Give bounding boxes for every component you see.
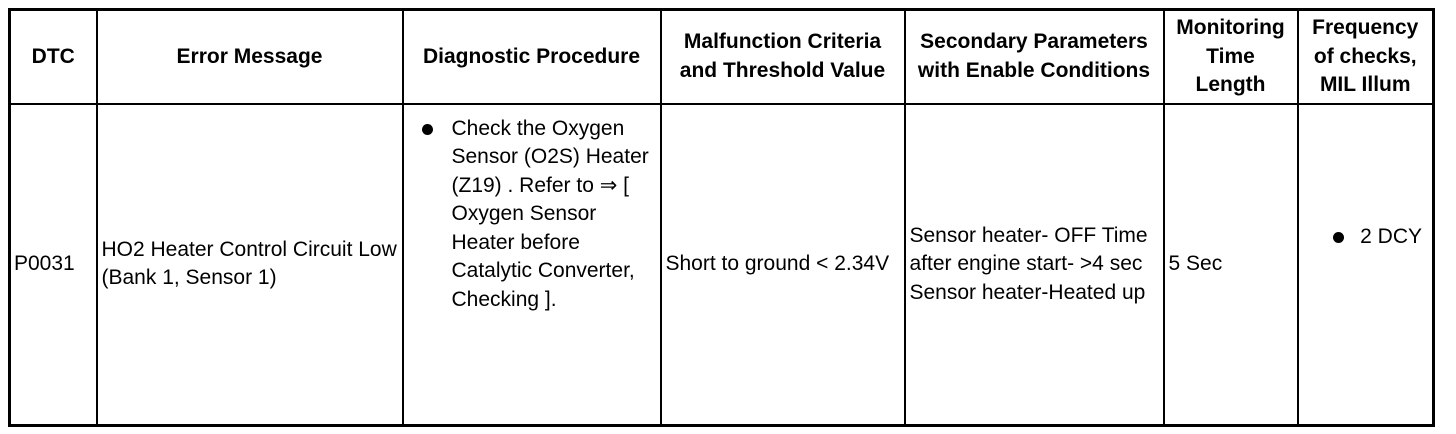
header-dtc: DTC — [10, 10, 97, 104]
header-monitoring-time: Monitoring Time Length — [1164, 10, 1298, 104]
cell-error-message: HO2 Heater Control Circuit Low (Bank 1, Sensor 1) — [97, 104, 403, 426]
cell-monitoring-time: 5 Sec — [1164, 104, 1298, 426]
secondary-parameters-text: Sensor heater- OFF Time after engine start- >4 sec Sensor heater-Heated up — [909, 223, 1148, 304]
header-error-message: Error Message — [97, 10, 403, 104]
cell-secondary-parameters — [905, 104, 1164, 426]
table-row — [10, 104, 1434, 426]
header-malfunction-criteria: Malfunction Criteria and Threshold Value — [661, 10, 905, 104]
procedure-text: Check the Oxygen Sensor (O2S) Heater (Z19) . Refer to ⇒ [ Oxygen Sensor Heater before Catalytic Converter, Checking ]. — [451, 116, 649, 311]
header-row — [10, 10, 1434, 104]
frequency-list-item — [1333, 223, 1422, 252]
header-secondary-parameters: Secondary Parameters with Enable Conditions — [905, 10, 1164, 104]
bullet-icon — [1333, 232, 1344, 243]
header-diagnostic-procedure: Diagnostic Procedure — [403, 10, 661, 104]
dtc-table-sheet — [8, 8, 1432, 427]
header-frequency: Frequency of checks, MIL Illum — [1298, 10, 1434, 104]
cell-dtc: P0031 — [10, 104, 97, 426]
procedure-list-item — [408, 115, 656, 315]
cell-frequency — [1298, 104, 1434, 426]
frequency-text: 2 DCY — [1360, 225, 1422, 249]
cell-diagnostic-procedure — [403, 104, 661, 426]
cell-malfunction-criteria: Short to ground < 2.34V — [661, 104, 905, 426]
dtc-table — [8, 8, 1435, 427]
bullet-icon — [422, 124, 433, 135]
